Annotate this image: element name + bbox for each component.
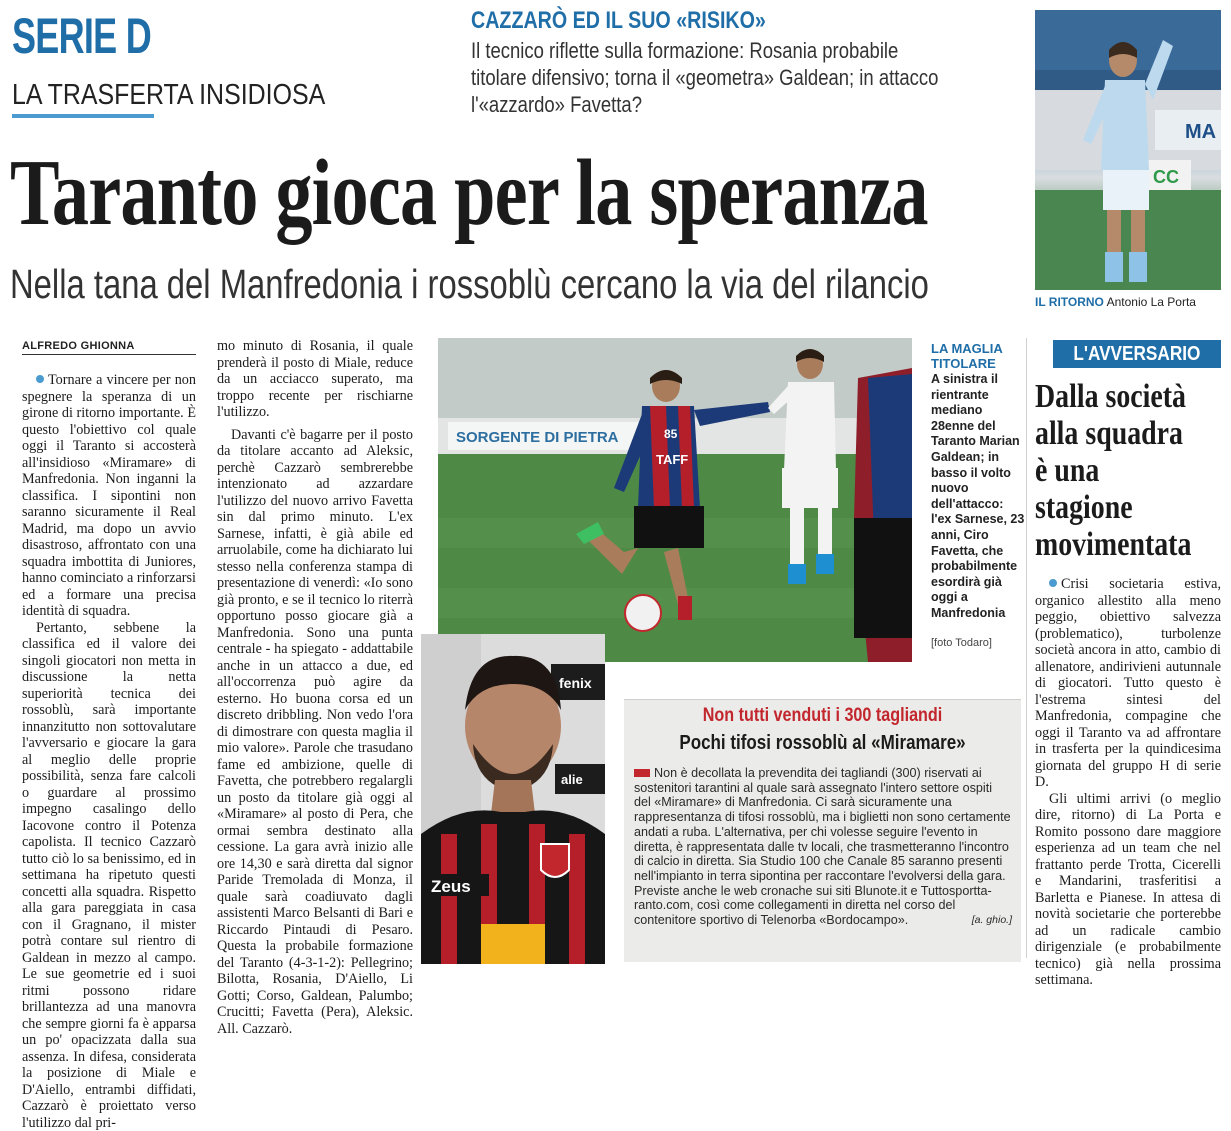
photo-caption-title: LA MAGLIA TITOLARE (931, 341, 1026, 371)
jersey-sponsor: TAFF (656, 452, 688, 467)
opponent-label: L'AVVERSARIO (1053, 340, 1221, 368)
article-paragraph: Pertanto, sebbene la classifica ed il valore dei singoli giocatori non metta in discussione la netta superiorità tecnica dei rossoblù, sarà importante innanzitutto non sottovalutare l'avversario e giocare la gara al meglio delle proprie possibilità, senza fare calcoli o guardare al prossimo impegno casalingo dello Iacovone contro il Potenza capolista. Il tecnico Cazzarò tutto ciò lo sa benissimo, ed in settimana ha ripetuto questi concetti alla squadra. Rispetto alla gara pareggiata in casa con il Gragnano, il mister potrà contare sul rientro di Galdean in mezzo al campo. Le sue geometrie ed i suoi ritmi possono ridare brillantezza ad una manovra che sempre giorni fa è apparsa un po' opacizzata dalla sua assenza. In difesa, considerata la posizione di Miale e D'Aiello, entrambi diffidati, Cazzarò è proiettato verso l'utilizzo dal pri- (22, 620, 196, 1131)
top-photo-caption-label: IL RITORNO (1035, 295, 1104, 309)
banner-text-2: CC (1153, 167, 1179, 187)
portrait-jersey-sponsor: Zeus (431, 877, 471, 896)
photo-credit: [foto Todaro] (931, 637, 992, 649)
top-photo-caption-text: Antonio La Porta (1107, 295, 1196, 309)
section-kicker: SERIE D (12, 8, 151, 64)
banner-text: MA (1185, 121, 1216, 143)
main-action-photo (438, 338, 912, 662)
opponent-paragraph: Gli ultimi arrivi (o meglio dire, ritorno) di La Porta e Romito possono dare maggiore esperienza ad un team che nel frattanto perde Trotta, Cicerelli e Mandarini, trasferitisi a Barletta e Pianese. In attesa di novità societarie che porterebbe ad un radicale cambio dirigenziale (e probabilmente tecnico) già nella prossima settimana. (1035, 791, 1221, 989)
box-signature: [a. ghio.] (972, 913, 1012, 928)
sidebar-top-text: Il tecnico riflette sulla formazione: Rosania probabile titolare difensivo; torna il «geometra» Galdean; in attacco l'«azzardo» Favetta? (471, 37, 941, 118)
top-photo-caption (1035, 295, 1196, 309)
byline-rule (22, 354, 196, 355)
bullet-icon (36, 375, 44, 383)
sponsor-sign: SORGENTE DI PIETRA (456, 429, 619, 446)
article-column-2 (217, 338, 413, 1037)
board-text: fenix (559, 675, 592, 691)
subheadline: Nella tana del Manfredonia i rossoblù cercano la via del rilancio (10, 260, 929, 308)
jersey-number: 85 (664, 427, 678, 441)
kicker-underline (12, 114, 154, 118)
box-title: Pochi tifosi rossoblù al «Miramare» (654, 732, 991, 755)
tickets-box (624, 699, 1021, 962)
portrait-illustration (421, 634, 605, 964)
opponent-paragraph: Crisi societaria estiva, organico allestito alla meno peggio, obiettivo salvezza (problematico), turbolenze società ancora in atto, cambio di allenatore, andirivieni autunnale di giocatori. Tutto questo è l'estrema sintesi del Manfredonia, compagine che oggi il Taranto va ad affrontare in trasferta per la quindicesima giornata del gruppo H di serie D. (1035, 576, 1221, 791)
red-square-icon (634, 769, 650, 777)
opponent-column (1035, 576, 1221, 989)
box-text: Non è decollata la prevendita dei tagliandi (300) riservati ai sostenitori tarantini al quale sarà assegnato l'intero settore ospiti del «Miramare» di Manfredonia. Ci sarà sicuramente una rappresentanza di tifosi rossoblù, ma i biglietti non sono certamente andati a ruba. L'alternativa, per chi volesse seguire l'evento in diretta, è rappresentata dalle tv locali, che trasmetteranno l'incontro di calcio in diretta. Sia Studio 100 che Canale 85 saranno presenti nell'impianto in terra sipontina per raccontare l'evolversi della gara. Previste anche le web cronache sui siti Blunote.it e Tuttosporttaranto.com, così come collegamenti in diretta nel corso del contenitore sportivo di Telenorba «Bordocampo». [a. ghio.] (634, 766, 1012, 928)
top-player-photo (1035, 10, 1221, 290)
opponent-title: Dalla società alla squadra è una stagione movimentata (1035, 378, 1199, 563)
match-illustration (438, 338, 912, 662)
column-divider (1026, 338, 1027, 958)
headline: Taranto gioca per la speranza (10, 143, 928, 243)
article-paragraph: mo minuto di Rosania, il quale prenderà il posto di Miale, reduce da un acciacco superato, ma troppo recente per rischiarne l'utilizzo. (217, 338, 413, 421)
article-paragraph: Tornare a vincere per non spegnere la speranza di un girone di ritorno importante. È questo l'obiettivo col quale oggi il Taranto si accosterà all'insidioso «Miramare» di Manfredonia. Non inganni la classifica. I sipontini non saranno sicuramente il Real Madrid, ma dopo un avvio disastroso, affrontato con una squadra imbottita di Juniores, hanno cominciato a rinforzarsi ed a formare una precisa identità di squadra. (22, 372, 196, 620)
bullet-icon (1049, 579, 1057, 587)
byline: ALFREDO GHIONNA (22, 340, 135, 352)
photo-caption-text: A sinistra il rientrante mediano 28enne del Taranto Marian Galdean; in basso il volto nuovo dell'attacco: l'ex Sarnese, 23 anni, Ciro Favetta, che probabilmente esordirà già oggi a Manfredonia (931, 372, 1026, 622)
box-kicker: Non tutti venduti i 300 tagliandi (654, 705, 991, 727)
article-column-1 (22, 372, 196, 1131)
portrait-photo (421, 634, 605, 964)
board-text-2: alie (561, 772, 583, 787)
player-illustration (1035, 10, 1221, 290)
sidebar-top-title: CAZZARÒ ED IL SUO «RISIKO» (471, 6, 766, 36)
article-paragraph: Davanti c'è bagarre per il posto da titolare accanto ad Aleksic, perchè Cazzarò sembrerebbe intenzionato ad azzardare l'utilizzo del nuovo arrivo Favetta sin dal primo minuto. L'ex Sarnese, infatti, è già abile ed arruolabile, come ha dichiarato lui stesso nella conferenza stampa di presentazione di venerdì: «Io sono già pronto, e se il tecnico lo riterrà opportuno posso giocare già a Manfredonia. Sono una punta centrale - ha spiegato - addattabile anche in un attacco a due, ed all'occorrenza può agire da esterno. Ho buona corsa ed un discreto dribbling. Non vedo l'ora di dimostrare con questa maglia il mio valore». Parole che trasudano fame ed ambizione, quelle di Favetta, che potrebbero regalargli un posto da titolare già oggi al «Miramare» al posto di Pera, che ormai sembra destinato alla cessione. La gara avrà inizio alle ore 14,30 e sarà diretta dal signor Paride Tremolada di Monza, il quale sarà coadiuvato dagli assistenti Marco Belsanti di Bari e Riccardo Pintaudi di Pesaro. Questa la probabile formazione del Taranto (4-3-1-2): Pellegrino; Bilotta, Rosania, D'Aiello, Li Gotti; Corso, Galdean, Palumbo; Crucitti; Favetta (Pera), Aleksic. All. Cazzarò. (217, 427, 413, 1038)
section-subkicker: LA TRASFERTA INSIDIOSA (12, 78, 325, 112)
